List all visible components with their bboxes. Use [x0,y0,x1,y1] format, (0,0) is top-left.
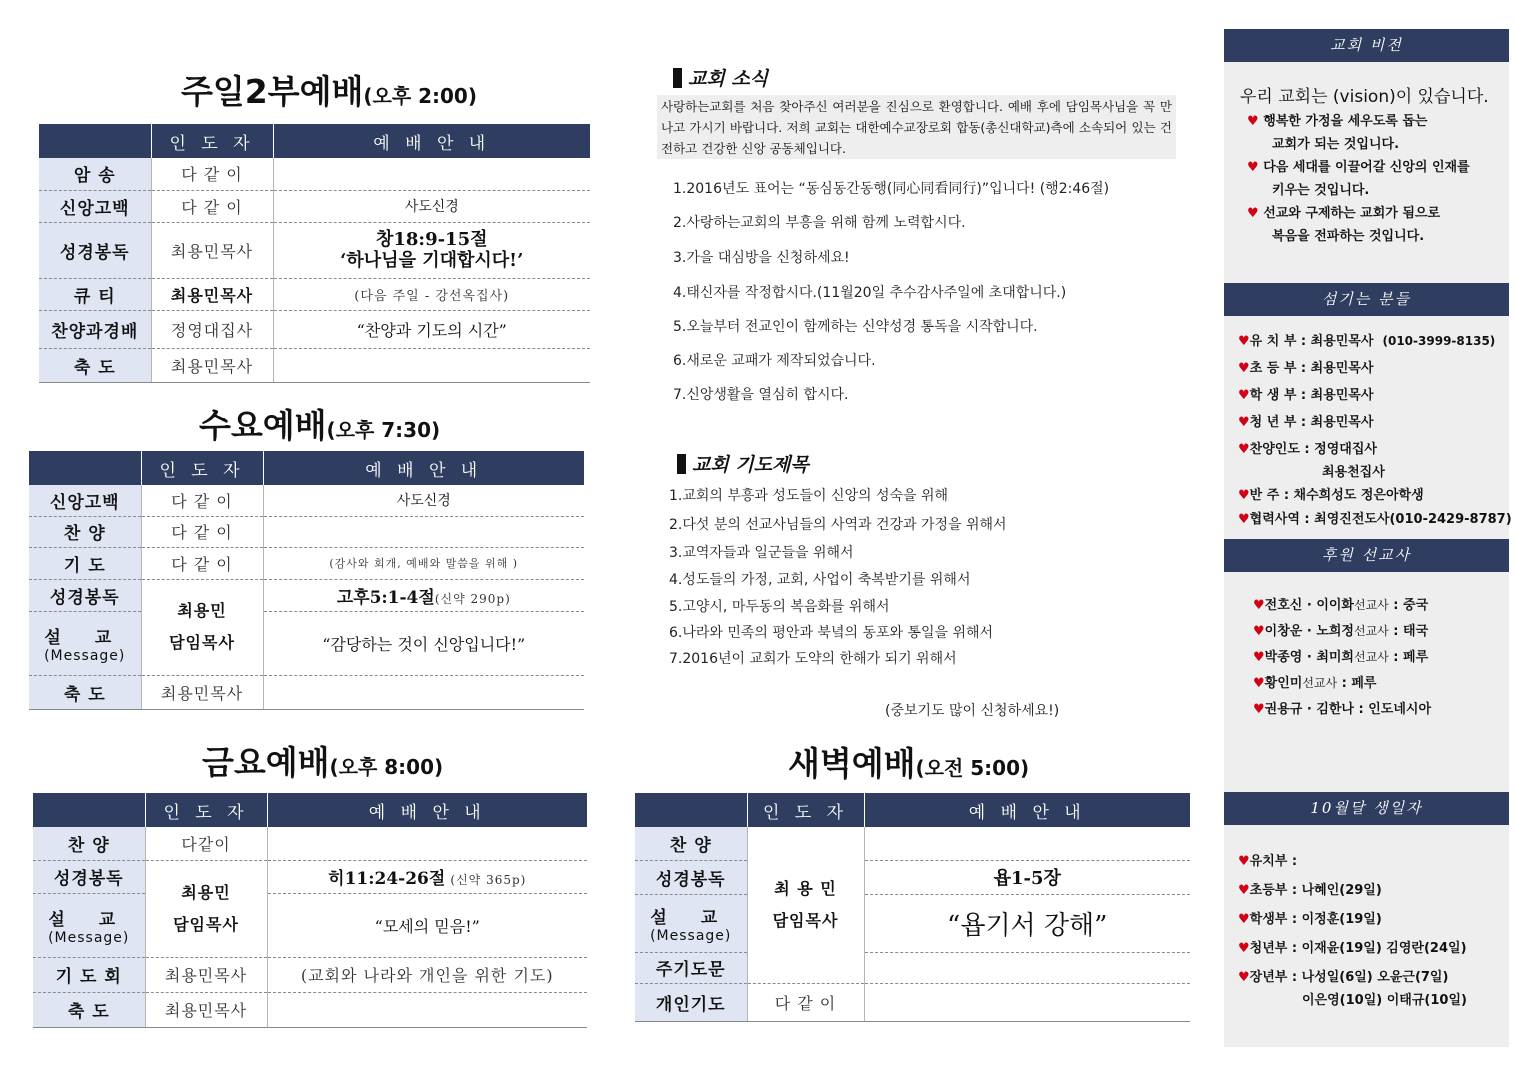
birthday-item: ♥학생부 : 이정훈(19일) [1238,912,1382,927]
servant-item-cont: 최용천집사 [1322,465,1385,480]
heart-icon: ♥ [1238,415,1250,430]
news-item: 4.태신자를 작정합시다.(11월20일 추수감사주일에 초대합니다.) [673,285,1067,301]
heart-icon: ♥ [1238,912,1250,927]
heart-icon: ♥ [1253,702,1265,717]
friday-table [33,793,587,1028]
vision-intro: 우리 교회는 (vision)이 있습니다. [1240,87,1489,107]
heading-bar [673,68,682,88]
news-item: 5.오늘부터 전교인이 함께하는 신약성경 통독을 시작합니다. [673,319,1038,335]
birthday-item: ♥유치부 : [1238,854,1298,869]
wednesday-title: 수요예배(오후 7:30) [199,406,441,445]
heading-bar [677,454,686,474]
prayer-item: 2.다섯 분의 선교사님들의 사역과 건강과 가정을 위해서 [669,517,1007,533]
table-row: 큐 티 최용민목사 (다음 주일 - 강선옥집사) [39,278,590,310]
table-row: 설 교 (Message) “욥기서 강해” [635,894,1190,952]
table-row: 축 도 최용민목사 [29,675,584,709]
missionary-item: ♥권용규 · 김한나 : 인도네시아 [1253,702,1432,717]
table-row: 암 송 다 같 이 [39,158,590,190]
table-row: 찬 양 최 용 민 담임목사 [635,827,1190,860]
vision-item-cont: 교회가 되는 것입니다. [1272,137,1400,152]
table-header-row: 인 도 자 예 배 안 내 [33,793,587,827]
table-row: 축 도 최용민목사 [39,348,590,382]
prayer-item: 4.성도들의 가정, 교회, 사업이 축복받기를 위해서 [669,572,971,588]
vision-item-cont: 키우는 것입니다. [1272,183,1370,198]
news-item: 1.2016년도 표어는 “동심동간동행(同心同看同行)”입니다! (행2:46절) [673,181,1110,197]
table-row: 기 도 다 같 이 (감사와 회개, 예배와 말씀을 위해 ) [29,547,584,579]
table-row: 찬 양 다같이 [33,827,587,860]
table-header-row: 인 도 자 예 배 안 내 [39,124,590,158]
table-row: 기 도 회 최용민목사 (교회와 나라와 개인을 위한 기도) [33,957,587,992]
heart-icon: ♥ [1253,676,1265,691]
vision-item: ♥ 다음 세대를 이끌어갈 신앙의 인재를 [1247,160,1470,175]
news-item: 2.사랑하는교회의 부흥을 위해 함께 노력합시다. [673,215,966,231]
heart-icon: ♥ [1253,598,1265,613]
heart-icon: ♥ [1253,624,1265,639]
birthday-item: ♥장년부 : 나성일(6일) 오윤근(7일) [1238,970,1449,985]
news-item: 3.가을 대심방을 신청하세요! [673,250,850,266]
vision-item-cont: 복음을 전파하는 것입니다. [1272,229,1425,244]
dawn-title: 새벽예배(오전 5:00) [788,744,1030,783]
welcome-text: 사랑하는교회를 처음 찾아주신 여러분을 진심으로 환영합니다. 예배 후에 담임목사님을 꼭 만나고 가시기 바랍니다. 저희 교회는 대한예수교장로회 합동(총신대학교)측에 소속되어 있는 건전하고 건강한 신앙 공동체입니다. [657,95,1176,159]
prayer-item: 5.고양시, 마두동의 복음화를 위해서 [669,599,890,615]
heart-icon: ♥ [1238,488,1250,503]
heart-icon: ♥ [1238,883,1250,898]
prayer-item: 7.2016년이 교회가 도약의 한해가 되기 위해서 [669,651,957,667]
table-row: 설 교 (Message) “감당하는 것이 신앙입니다!” [29,611,584,675]
heart-icon: ♥ [1247,160,1259,175]
vision-item: ♥ 선교와 구제하는 교회가 됨으로 [1247,206,1441,221]
birthday-item: ♥초등부 : 나혜인(29일) [1238,883,1382,898]
servant-item: ♥반 주 : 채수희성도 정은아학생 [1238,488,1424,503]
vision-header: 교회 비전 [1224,29,1509,62]
heart-icon: ♥ [1238,854,1250,869]
table-row: 성경봉독 최용민목사 창18:9-15절 ‘하나님을 기대합시다!’ [39,222,590,278]
heart-icon: ♥ [1253,650,1265,665]
table-header-row: 인 도 자 예 배 안 내 [29,451,584,485]
servants-header: 섬기는 분들 [1224,283,1509,316]
table-row: 개인기도 다 같 이 [635,983,1190,1021]
missionaries-header: 후원 선교사 [1224,539,1509,572]
table-row: 설 교 (Message) “모세의 믿음!” [33,893,587,957]
table-row: 신앙고백 다 같 이 사도신경 [29,485,584,516]
prayer-item: 1.교회의 부흥과 성도들이 신앙의 성숙을 위해 [669,488,949,504]
birthday-item-cont: 이은영(10일) 이태규(10일) [1302,993,1467,1008]
sunday-table [39,124,590,383]
prayer-item: 6.나라와 민족의 평안과 북녘의 동포와 통일을 위해서 [669,625,994,641]
heart-icon: ♥ [1238,941,1250,956]
servant-item: ♥협력사역 : 최영진전도사(010-2429-8787) [1238,512,1512,527]
table-row: 성경봉독 욥1-5장 [635,860,1190,894]
prayer-note: (중보기도 많이 신청하세요!) [885,703,1060,719]
heart-icon: ♥ [1238,334,1250,349]
heart-icon: ♥ [1238,512,1250,527]
table-row: 신앙고백 다 같 이 사도신경 [39,190,590,222]
vision-item: ♥ 행복한 가정을 세우도록 돕는 [1247,114,1428,129]
news-item: 7.신앙생활을 열심히 합시다. [673,387,849,403]
prayer-item: 3.교역자들과 일군들을 위해서 [669,545,854,561]
servant-item: ♥청 년 부 : 최용민목사 [1238,415,1374,430]
friday-title: 금요예배(오후 8:00) [202,743,444,782]
heart-icon: ♥ [1247,114,1259,129]
heart-icon: ♥ [1238,361,1250,376]
missionary-item: ♥황인미선교사 : 페루 [1253,676,1377,691]
missionary-item: ♥전호신 · 이이화선교사 : 중국 [1253,598,1429,613]
birthday-item: ♥청년부 : 이재윤(19일) 김영란(24일) [1238,941,1467,956]
table-row: 성경봉독 최용민 담임목사 고후5:1-4절(신약 290p) [29,579,584,611]
table-row: 축 도 최용민목사 [33,992,587,1027]
servant-item: ♥유 치 부 : 최용민목사 (010-3999-8135) [1238,334,1496,349]
birthdays-header: 10월달 생일자 [1224,792,1509,825]
dawn-table [635,793,1190,1022]
heart-icon: ♥ [1247,206,1259,221]
missionary-item: ♥박종영 · 최미희선교사 : 페루 [1253,650,1429,665]
news-heading: 교회 소식 [673,64,768,91]
sunday-title: 주일2부예배(오후 2:00) [181,72,477,111]
table-row: 주기도문 [635,952,1190,983]
table-row: 찬 양 다 같 이 [29,516,584,547]
heart-icon: ♥ [1238,970,1250,985]
table-row: 찬양과경배 정영대집사 “찬양과 기도의 시간” [39,310,590,348]
heart-icon: ♥ [1238,442,1250,457]
missionary-item: ♥이창운 · 노희정선교사 : 태국 [1253,624,1429,639]
servant-item: ♥초 등 부 : 최용민목사 [1238,361,1374,376]
servant-item: ♥찬양인도 : 정영대집사 [1238,442,1377,457]
news-item: 6.새로운 교패가 제작되었습니다. [673,353,876,369]
prayer-heading: 교회 기도제목 [677,450,809,477]
wednesday-table [29,451,584,710]
heart-icon: ♥ [1238,388,1250,403]
table-row: 성경봉독 최용민 담임목사 히11:24-26절 (신약 365p) [33,860,587,893]
table-header-row: 인 도 자 예 배 안 내 [635,793,1190,827]
servant-item: ♥학 생 부 : 최용민목사 [1238,388,1374,403]
